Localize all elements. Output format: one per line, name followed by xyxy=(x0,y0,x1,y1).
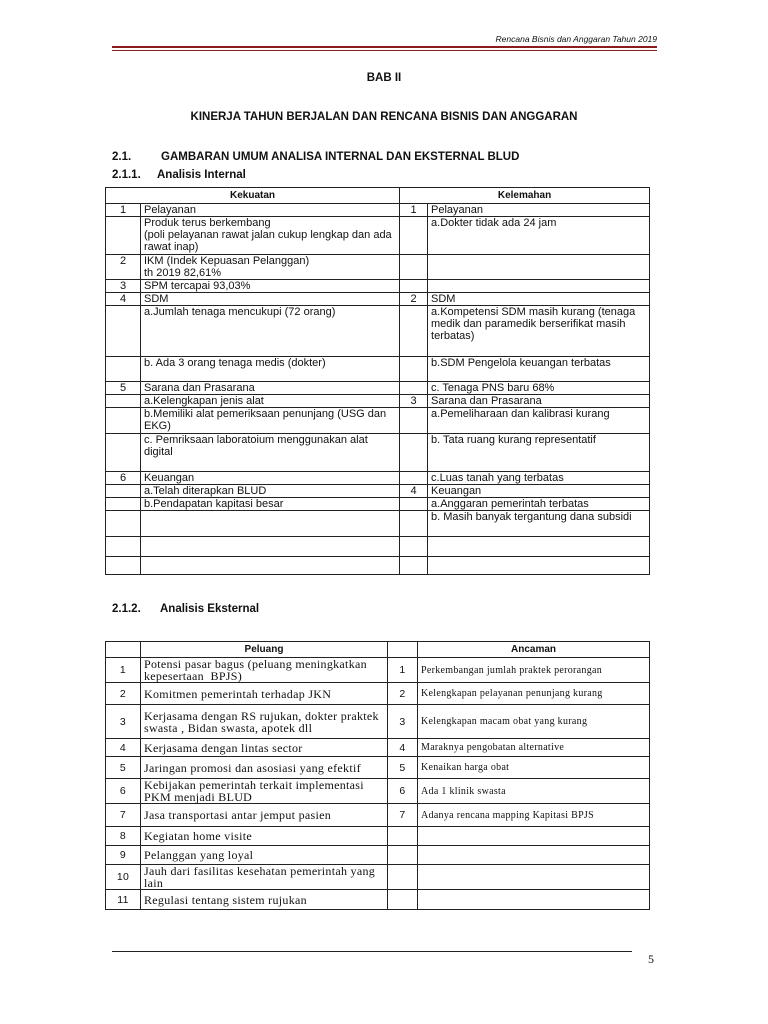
internal-right-number-cell: 2 xyxy=(400,293,428,306)
internal-row xyxy=(106,485,650,498)
internal-right-number-cell xyxy=(400,306,428,357)
external-left-text-cell: Kerjasama dengan RS rujukan, dokter praktek swasta , Bidan swasta, apotek dll xyxy=(141,705,388,739)
internal-row xyxy=(106,557,650,575)
internal-left-text-cell xyxy=(141,557,400,575)
opportunities-number-header xyxy=(106,642,141,658)
external-right-text-cell: Ada 1 klinik swasta xyxy=(418,779,650,804)
internal-row xyxy=(106,395,650,408)
internal-row xyxy=(106,280,650,293)
weaknesses-header: Kelemahan xyxy=(400,188,650,204)
external-right-number-cell xyxy=(388,827,418,846)
internal-left-text-cell: b. Ada 3 orang tenaga medis (dokter) xyxy=(141,357,400,382)
external-row xyxy=(106,779,650,804)
external-left-number-cell: 5 xyxy=(106,757,141,779)
footer-rule xyxy=(112,951,632,952)
internal-right-number-cell xyxy=(400,408,428,434)
external-left-number-cell: 4 xyxy=(106,739,141,757)
external-left-number-cell: 1 xyxy=(106,658,141,683)
internal-row xyxy=(106,498,650,511)
internal-right-text-cell xyxy=(428,280,650,293)
internal-right-number-cell xyxy=(400,557,428,575)
internal-left-number-cell xyxy=(106,498,141,511)
external-left-text-cell: Potensi pasar bagus (peluang meningkatkan kepesertaan BPJS) xyxy=(141,658,388,683)
subsection-internal-number: 2.1.1. xyxy=(112,169,141,181)
external-right-number-cell: 4 xyxy=(388,739,418,757)
internal-right-text-cell xyxy=(428,537,650,557)
internal-right-number-cell xyxy=(400,382,428,395)
external-row xyxy=(106,890,650,910)
internal-right-text-cell: a.Dokter tidak ada 24 jam xyxy=(428,217,650,255)
external-row xyxy=(106,846,650,865)
internal-row xyxy=(106,255,650,280)
external-right-number-cell xyxy=(388,865,418,890)
external-right-number-cell: 3 xyxy=(388,705,418,739)
external-row xyxy=(106,705,650,739)
section-number: 2.1. xyxy=(112,151,132,163)
internal-left-text-cell xyxy=(141,537,400,557)
external-left-text-cell: Jaringan promosi dan asosiasi yang efektif xyxy=(141,757,388,779)
external-right-number-cell: 6 xyxy=(388,779,418,804)
internal-left-text-cell xyxy=(141,511,400,537)
internal-left-text-cell: b.Pendapatan kapitasi besar xyxy=(141,498,400,511)
external-left-text-cell: Jasa transportasi antar jemput pasien xyxy=(141,804,388,827)
internal-right-text-cell: a.Anggaran pemerintah terbatas xyxy=(428,498,650,511)
external-left-number-cell: 8 xyxy=(106,827,141,846)
internal-right-number-cell xyxy=(400,255,428,280)
internal-analysis-table xyxy=(105,187,650,575)
external-left-text-cell: Pelanggan yang loyal xyxy=(141,846,388,865)
external-right-text-cell: Perkembangan jumlah praktek perorangan xyxy=(418,658,650,683)
internal-right-text-cell: Pelayanan xyxy=(428,204,650,217)
internal-right-number-cell xyxy=(400,511,428,537)
internal-right-number-cell xyxy=(400,217,428,255)
external-row xyxy=(106,739,650,757)
internal-right-number-cell xyxy=(400,357,428,382)
header-rule-thin xyxy=(112,50,657,51)
internal-right-number-cell xyxy=(400,537,428,557)
subsection-external-number: 2.1.2. xyxy=(112,603,141,615)
external-left-text-cell: Kebijakan pemerintah terkait implementasi PKM menjadi BLUD xyxy=(141,779,388,804)
internal-row xyxy=(106,357,650,382)
threats-header: Ancaman xyxy=(418,642,650,658)
subsection-external-title: Analisis Eksternal xyxy=(160,603,260,615)
internal-right-text-cell: b. Tata ruang kurang representatif xyxy=(428,434,650,472)
internal-right-text-cell: SDM xyxy=(428,293,650,306)
internal-row xyxy=(106,472,650,485)
internal-row xyxy=(106,537,650,557)
external-right-number-cell: 5 xyxy=(388,757,418,779)
external-left-number-cell: 9 xyxy=(106,846,141,865)
external-right-text-cell: Kelengkapan macam obat yang kurang xyxy=(418,705,650,739)
internal-left-text-cell: a.Kelengkapan jenis alat xyxy=(141,395,400,408)
external-row xyxy=(106,658,650,683)
external-left-number-cell: 3 xyxy=(106,705,141,739)
external-right-number-cell: 7 xyxy=(388,804,418,827)
internal-left-number-cell xyxy=(106,485,141,498)
internal-left-text-cell: IKM (Indek Kepuasan Pelanggan) th 2019 82,61% xyxy=(141,255,400,280)
internal-left-text-cell: SDM xyxy=(141,293,400,306)
internal-left-text-cell: Pelayanan xyxy=(141,204,400,217)
external-right-number-cell xyxy=(388,846,418,865)
internal-left-number-cell xyxy=(106,306,141,357)
external-left-text-cell: Kerjasama dengan lintas sector xyxy=(141,739,388,757)
internal-row xyxy=(106,408,650,434)
internal-row xyxy=(106,204,650,217)
internal-right-number-cell xyxy=(400,498,428,511)
external-right-text-cell xyxy=(418,865,650,890)
external-row xyxy=(106,827,650,846)
internal-left-number-cell: 3 xyxy=(106,280,141,293)
external-left-text-cell: Komitmen pemerintah terhadap JKN xyxy=(141,683,388,705)
internal-right-text-cell: b.SDM Pengelola keuangan terbatas xyxy=(428,357,650,382)
chapter-label: BAB II xyxy=(366,72,402,84)
internal-right-text-cell: c. Tenaga PNS baru 68% xyxy=(428,382,650,395)
internal-row xyxy=(106,306,650,357)
internal-right-number-cell: 4 xyxy=(400,485,428,498)
internal-left-text-cell: Sarana dan Prasarana xyxy=(141,382,400,395)
internal-left-number-cell xyxy=(106,511,141,537)
internal-right-text-cell xyxy=(428,557,650,575)
internal-left-text-cell: Produk terus berkembang (poli pelayanan rawat jalan cukup lengkap dan ada rawat inap) xyxy=(141,217,400,255)
external-left-number-cell: 10 xyxy=(106,865,141,890)
internal-left-number-cell xyxy=(106,357,141,382)
header-rule-thick xyxy=(112,46,657,48)
external-right-text-cell: Maraknya pengobatan alternative xyxy=(418,739,650,757)
internal-right-text-cell xyxy=(428,255,650,280)
subsection-internal-title: Analisis Internal xyxy=(157,169,246,181)
internal-row xyxy=(106,217,650,255)
external-left-number-cell: 6 xyxy=(106,779,141,804)
internal-left-number-cell xyxy=(106,217,141,255)
internal-right-number-cell xyxy=(400,472,428,485)
external-analysis-table xyxy=(105,641,650,910)
external-right-number-cell: 1 xyxy=(388,658,418,683)
internal-left-number-cell xyxy=(106,434,141,472)
internal-left-text-cell: SPM tercapai 93,03% xyxy=(141,280,400,293)
internal-right-text-cell: a.Kompetensi SDM masih kurang (tenaga medik dan paramedik berserifikat masih terbatas) xyxy=(428,306,650,357)
internal-left-number-cell: 1 xyxy=(106,204,141,217)
external-right-text-cell: Adanya rencana mapping Kapitasi BPJS xyxy=(418,804,650,827)
external-left-number-cell: 11 xyxy=(106,890,141,910)
external-left-text-cell: Jauh dari fasilitas kesehatan pemerintah yang lain xyxy=(141,865,388,890)
external-left-number-cell: 7 xyxy=(106,804,141,827)
internal-row xyxy=(106,293,650,306)
internal-left-number-cell xyxy=(106,408,141,434)
internal-left-number-cell: 4 xyxy=(106,293,141,306)
internal-right-text-cell: c.Luas tanah yang terbatas xyxy=(428,472,650,485)
strengths-header: Kekuatan xyxy=(106,188,400,204)
internal-right-number-cell xyxy=(400,434,428,472)
chapter-title: KINERJA TAHUN BERJALAN DAN RENCANA BISNIS DAN ANGGARAN xyxy=(190,111,578,123)
opportunities-header: Peluang xyxy=(141,642,388,658)
external-right-text-cell xyxy=(418,846,650,865)
external-row xyxy=(106,757,650,779)
internal-left-text-cell: a.Telah diterapkan BLUD xyxy=(141,485,400,498)
external-right-text-cell: Kelengkapan pelayanan penunjang kurang xyxy=(418,683,650,705)
internal-row xyxy=(106,511,650,537)
internal-right-text-cell: Sarana dan Prasarana xyxy=(428,395,650,408)
internal-left-text-cell: a.Jumlah tenaga mencukupi (72 orang) xyxy=(141,306,400,357)
internal-right-number-cell xyxy=(400,280,428,293)
external-right-text-cell xyxy=(418,890,650,910)
internal-right-number-cell: 1 xyxy=(400,204,428,217)
page-number: 5 xyxy=(648,952,654,966)
internal-right-text-cell: b. Masih banyak tergantung dana subsidi xyxy=(428,511,650,537)
internal-row xyxy=(106,382,650,395)
external-left-text-cell: Kegiatan home visite xyxy=(141,827,388,846)
external-left-text-cell: Regulasi tentang sistem rujukan xyxy=(141,890,388,910)
running-header: Rencana Bisnis dan Anggaran Tahun 2019 xyxy=(495,34,657,44)
section-title: GAMBARAN UMUM ANALISA INTERNAL DAN EKSTERNAL BLUD xyxy=(161,151,520,163)
internal-left-number-cell: 6 xyxy=(106,472,141,485)
internal-left-number-cell xyxy=(106,557,141,575)
internal-left-text-cell: b.Memiliki alat pemeriksaan penunjang (USG dan EKG) xyxy=(141,408,400,434)
external-left-number-cell: 2 xyxy=(106,683,141,705)
internal-left-number-cell: 2 xyxy=(106,255,141,280)
threats-number-header xyxy=(388,642,418,658)
external-row xyxy=(106,683,650,705)
internal-left-number-cell: 5 xyxy=(106,382,141,395)
internal-right-text-cell: a.Pemeliharaan dan kalibrasi kurang xyxy=(428,408,650,434)
internal-row xyxy=(106,434,650,472)
external-right-text-cell xyxy=(418,827,650,846)
internal-left-number-cell xyxy=(106,395,141,408)
external-right-number-cell: 2 xyxy=(388,683,418,705)
external-row xyxy=(106,804,650,827)
internal-right-number-cell: 3 xyxy=(400,395,428,408)
external-row xyxy=(106,865,650,890)
external-right-number-cell xyxy=(388,890,418,910)
internal-right-text-cell: Keuangan xyxy=(428,485,650,498)
internal-left-text-cell: Keuangan xyxy=(141,472,400,485)
external-right-text-cell: Kenaikan harga obat xyxy=(418,757,650,779)
internal-left-number-cell xyxy=(106,537,141,557)
internal-left-text-cell: c. Pemriksaan laboratoium menggunakan alat digital xyxy=(141,434,400,472)
